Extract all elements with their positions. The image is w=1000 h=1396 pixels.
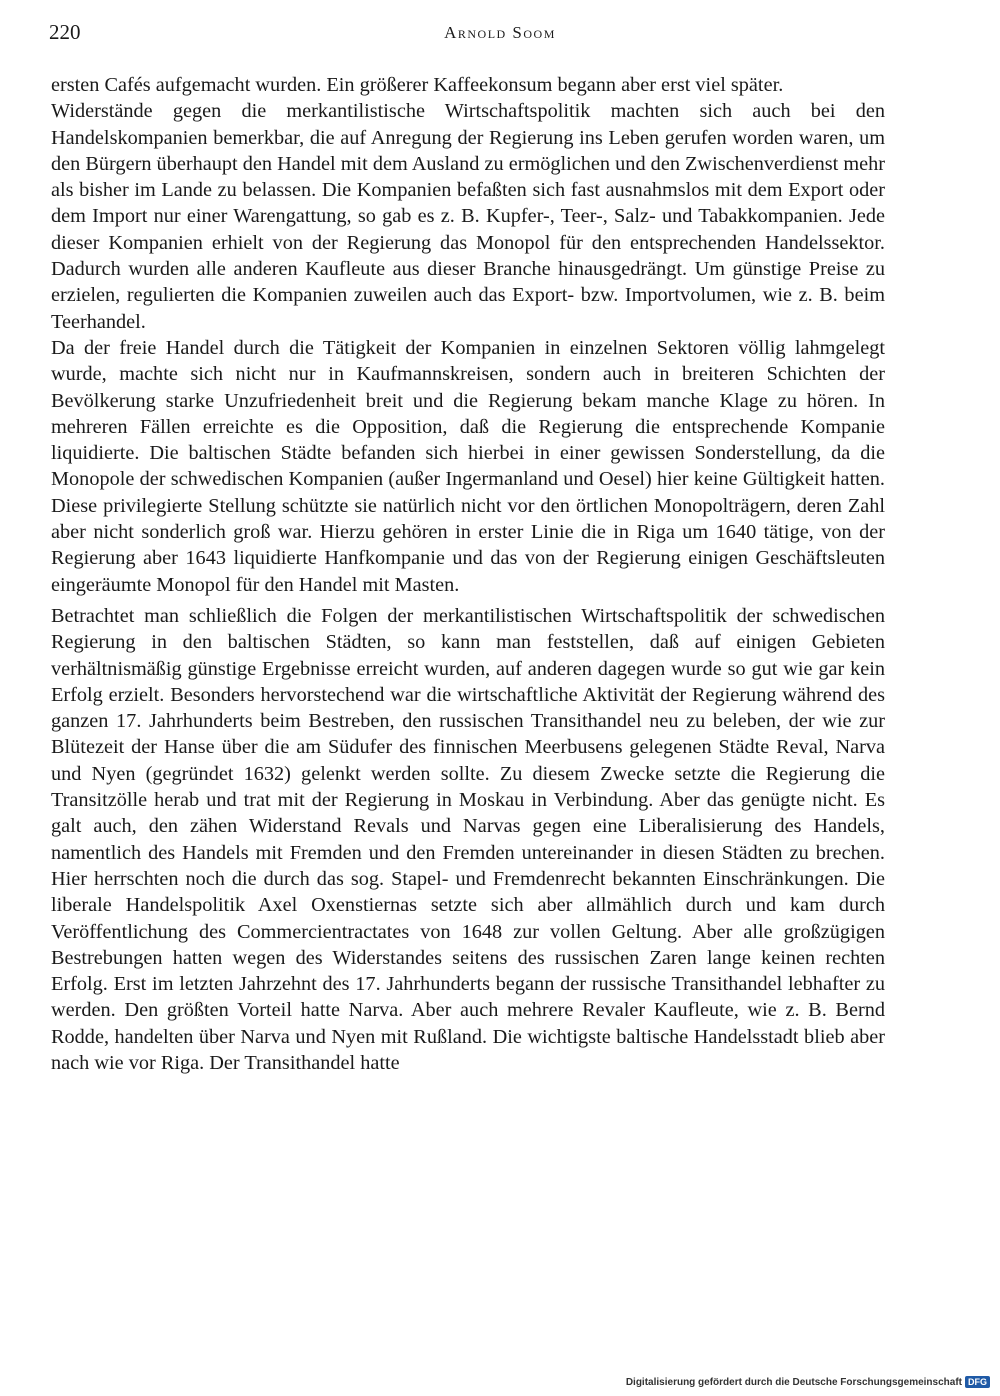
running-head: Arnold Soom (444, 23, 556, 42)
page-number: 220 (49, 20, 81, 44)
funding-note: Digitalisierung gefördert durch die Deutsche Forschungsgemeinschaft (625, 1376, 962, 1388)
paragraph: Widerstände gegen die merkantilistische Wirtschaftspolitik machten sich auch bei den Handelskompanien bemerkbar, die auf Anregung der Regierung ins Leben gerufen worden waren, um den Bürgern überhaupt den Handel mit dem Ausland zu ermöglichen und den Zwischenverdienst mehr als bisher im Lande zu belassen. Die Kompanien befaßten sich fast ausnahmslos mit dem Export oder dem Import nur einer Warengattung, so gab es z. B. Kupfer-, Teer-, Salz- und Tabakkompanien. Jede dieser Kompanien erhielt von der Regierung das Monopol für den entsprechenden Handelssektor. Dadurch wurden alle anderen Kaufleute aus dieser Branche hinausgedrängt. Um günstige Preise zu erzielen, regulierten die Kompanien zuweilen auch das Export- bzw. Importvolumen, wie z. B. beim Teerhandel. (51, 100, 885, 333)
paragraph: Da der freie Handel durch die Tätigkeit der Kompanien in einzelnen Sektoren völlig lahmgelegt wurde, machte sich nicht nur in Kaufmannskreisen, sondern auch in breiteren Schichten der Bevölkerung starke Unzufriedenheit breit und die Regierung bekam manche Klage zu hören. In mehreren Fällen erreichte es die Opposition, daß die Regierung die entsprechende Kompanie liquidierte. Die baltischen Städte befanden sich hierbei in einer gewissen Sonderstellung, da die Monopole der schwedischen Kompanien (außer Ingermanland und Oesel) hier keine Gültigkeit hatten. Diese privilegierte Stellung schützte sie natürlich nicht vor den örtlichen Monopolträgern, deren Zahl aber nicht sonderlich groß war. Hierzu gehören in erster Linie die in Riga um 1640 tätige, von der Regierung aber 1643 liquidierte Hanfkompanie und das von der Regierung einigen Geschäftsleuten eingeräumte Monopol für den Handel mit Masten. (51, 336, 885, 596)
digitization-footer (626, 1376, 990, 1388)
dfg-logo: DFG (965, 1376, 990, 1388)
paragraph: Betrachtet man schließlich die Folgen der merkantilistischen Wirtschaftspolitik der schwedischen Regierung in den baltischen Städten, so kann man feststellen, daß auf einigen Gebieten verhältnismäßig günstige Ergebnisse erreicht wurden, auf anderen dagegen wurde so gut wie gar kein Erfolg erzielt. Besonders hervorstechend war die wirtschaftliche Aktivität der Regierung während des ganzen 17. Jahrhunderts beim Bestreben, den russischen Transithandel neu zu beleben, der wie zur Blütezeit der Hanse über die am Südufer des finnischen Meerbusens gelegenen Städte Reval, Narva und Nyen (gegründet 1632) gelenkt werden sollte. Zu diesem Zwecke setzte die Regierung die Transitzölle herab und trat mit der Regierung in Moskau in Verbindung. Aber das genügte nicht. Es galt auch, den zähen Widerstand Revals und Narvas gegen eine Liberalisierung des Handels, namentlich des Handels mit Fremden und den Fremden untereinander in diesen Städten zu brechen. Hier herrschten noch die durch das sog. Stapel- und Fremdenrecht bekannten Einschränkungen. Die liberale Handelspolitik Axel Oxenstiernas setzte sich aber allmählich durch und kam durch Veröffentlichung des Commercientractates von 1648 zur vollen Geltung. Aber alle großzügigen Bestrebungen hatten wegen des Widerstandes seitens des russischen Zaren lange keinen rechten Erfolg. Erst im letzten Jahrzehnt des 17. Jahrhunderts begann der russische Transithandel lebhafter zu werden. Den größten Vorteil hatte Narva. Aber auch mehrere Revaler Kaufleute, wie z. B. Bernd Rodde, handelten über Narva und Nyen mit Rußland. Die wichtigste baltische Handelsstadt blieb aber nach wie vor Riga. Der Transithandel hatte (51, 604, 885, 1074)
body-text (51, 72, 885, 1076)
paragraph: ersten Cafés aufgemacht wurden. Ein größerer Kaffeekonsum begann aber erst viel später. (51, 74, 784, 96)
